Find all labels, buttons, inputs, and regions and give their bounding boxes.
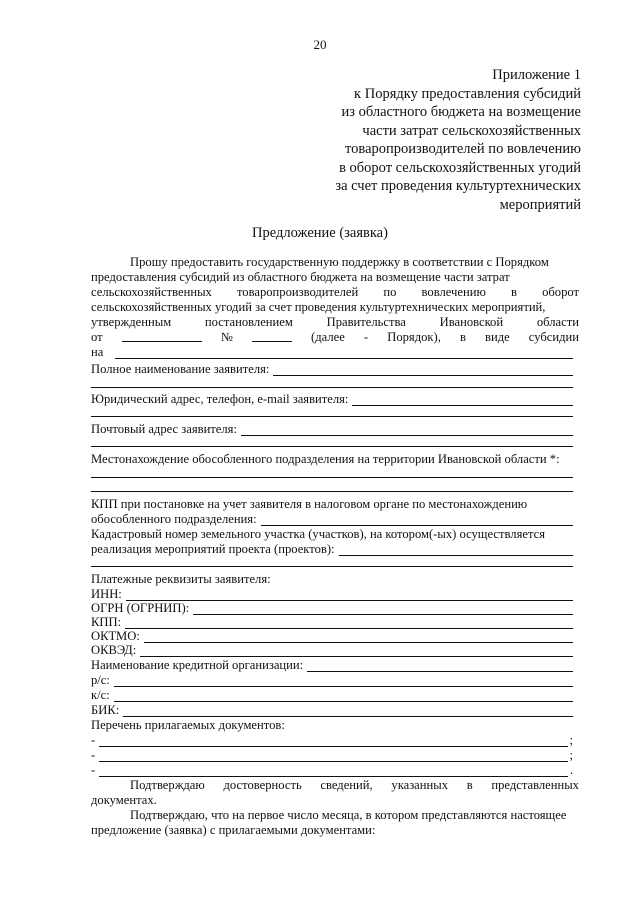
confirm1-line-1 <box>130 778 579 792</box>
kpp-subdivision-field[interactable] <box>261 514 573 526</box>
request-line-4: сельскохозяйственных угодий за счет проведения культуртехнических мероприятий, <box>91 300 546 314</box>
postal-address-row <box>91 422 573 436</box>
ks-label: к/с: <box>91 688 110 702</box>
on-label: на <box>91 345 104 359</box>
kpp-payment-label: КПП: <box>91 615 122 629</box>
word: субсидии <box>528 330 579 344</box>
confirm1-line-2: документах. <box>91 793 157 807</box>
number-label: № <box>220 330 233 344</box>
cadastral-label-line-1: Кадастровый номер земельного участка (участков), на котором(-ых) осуществляется <box>91 527 545 541</box>
full-name-label: Полное наименование заявителя: <box>91 362 270 376</box>
word: - <box>363 330 369 344</box>
bank-name-label: Наименование кредитной организации: <box>91 658 304 672</box>
postal-address-label: Почтовый адрес заявителя: <box>91 422 237 436</box>
okved-row <box>91 643 573 657</box>
page-number: 20 <box>313 37 327 52</box>
word: сведений, <box>320 778 373 792</box>
appendix-line: мероприятий <box>499 196 581 213</box>
appendix-line: товаропроизводителей по вовлечению <box>345 141 581 157</box>
cadastral-label-line-2: реализация мероприятий проекта (проектов): <box>91 542 335 556</box>
word: вовлечению <box>421 285 486 299</box>
rs-row <box>91 673 573 687</box>
cadastral-row <box>91 542 573 556</box>
legal-address-field[interactable] <box>352 394 573 406</box>
oktmo-field[interactable] <box>144 631 573 643</box>
word: постановлением <box>204 315 293 329</box>
document-field[interactable] <box>99 750 567 762</box>
location-label: Местонахождение обособленного подразделения на территории Ивановской области *: <box>91 452 560 466</box>
confirm2-line-2: предложение (заявка) с прилагаемыми документами: <box>91 823 376 837</box>
kpp-row <box>91 512 573 526</box>
bank-name-row <box>91 658 573 672</box>
ogrn-field[interactable] <box>193 603 573 615</box>
appendix-header <box>335 66 581 214</box>
word: товаропроизводителей <box>236 285 359 299</box>
word: в <box>510 285 517 299</box>
postal-address-field[interactable] <box>241 424 573 436</box>
from-label: от <box>91 330 103 344</box>
rs-field[interactable] <box>114 675 573 687</box>
legal-address-label: Юридический адрес, телефон, e-mail заявителя: <box>91 392 349 406</box>
semicolon: ; <box>569 733 573 747</box>
dash: - <box>91 763 96 777</box>
legal-address-field-line-2[interactable] <box>91 416 573 417</box>
okved-field[interactable] <box>140 645 573 657</box>
request-line-1: Прошу предоставить государственную поддержку в соответствии с Порядком <box>130 255 549 269</box>
full-name-row <box>91 362 573 376</box>
word: Правительства <box>326 315 406 329</box>
appendix-line: к Порядку предоставления субсидий <box>354 85 581 102</box>
word: области <box>536 315 579 329</box>
request-line-2: предоставления субсидий из областного бюджета на возмещение части затрат <box>91 270 510 284</box>
okved-label: ОКВЭД: <box>91 643 137 657</box>
document-item <box>91 763 573 777</box>
inn-label: ИНН: <box>91 587 122 601</box>
kpp-label-line-1: КПП при постановке на учет заявителя в налоговом органе по местонахождению <box>91 497 528 511</box>
appendix-line: в оборот сельскохозяйственных угодий <box>339 159 581 176</box>
appendix-line: за счет проведения культуртехнических <box>335 178 581 194</box>
word: по <box>383 285 397 299</box>
document-title: Предложение (заявка) <box>252 225 388 241</box>
kpp-payment-row <box>91 615 573 629</box>
word: Подтверждаю <box>130 778 205 792</box>
dash: - <box>91 748 96 762</box>
word: указанных <box>391 778 449 792</box>
period: . <box>569 763 573 777</box>
full-name-field[interactable] <box>273 364 573 376</box>
request-line-5 <box>91 315 579 329</box>
appendix-line: Приложение 1 <box>492 67 581 83</box>
legal-address-row <box>91 392 573 406</box>
bik-row <box>91 703 573 717</box>
bik-label: БИК: <box>91 703 120 717</box>
word: утвержденным <box>91 315 172 329</box>
document-field[interactable] <box>99 735 567 747</box>
word: виде <box>485 330 510 344</box>
ks-field[interactable] <box>114 690 573 702</box>
full-name-field-line-2[interactable] <box>91 387 573 388</box>
inn-row <box>91 587 573 601</box>
request-line-3 <box>91 285 579 299</box>
ks-row <box>91 688 573 702</box>
request-line-6 <box>91 330 579 345</box>
word: в <box>459 330 466 344</box>
payment-header: Платежные реквизиты заявителя: <box>91 572 271 586</box>
dash: - <box>91 733 96 747</box>
appendix-line: из областного бюджета на возмещение <box>341 104 581 120</box>
kpp-payment-field[interactable] <box>125 617 573 629</box>
word: Порядок), <box>387 330 441 344</box>
location-field-line-1[interactable] <box>91 477 573 478</box>
document-field[interactable] <box>99 765 568 777</box>
ogrn-label: ОГРН (ОГРНИП): <box>91 601 190 615</box>
semicolon: ; <box>569 748 573 762</box>
word: представленных <box>491 778 579 792</box>
word: в <box>466 778 473 792</box>
kpp-label-line-2: обособленного подразделения: <box>91 512 257 526</box>
date-field[interactable] <box>122 330 202 342</box>
word: Ивановской <box>439 315 504 329</box>
bik-field[interactable] <box>123 705 573 717</box>
appendix-line: части затрат сельскохозяйственных <box>362 122 581 139</box>
word: (далее <box>311 330 345 344</box>
inn-field[interactable] <box>126 589 573 601</box>
ogrn-row <box>91 601 573 615</box>
oktmo-row <box>91 629 573 643</box>
document-item <box>91 733 573 747</box>
word: сельскохозяйственных <box>91 285 212 299</box>
word: оборот <box>542 285 579 299</box>
confirm2-line-1: Подтверждаю, что на первое число месяца, в котором представляются настоящее <box>130 808 567 822</box>
cadastral-field[interactable] <box>339 544 573 556</box>
postal-address-field-line-2[interactable] <box>91 446 573 447</box>
rs-label: р/с: <box>91 673 110 687</box>
document-item <box>91 748 573 762</box>
number-field[interactable] <box>252 330 292 342</box>
cadastral-field-line-2[interactable] <box>91 566 573 567</box>
request-line-7 <box>91 345 573 359</box>
bank-name-field[interactable] <box>307 660 573 672</box>
documents-header: Перечень прилагаемых документов: <box>91 718 285 732</box>
subsidy-field[interactable] <box>115 347 573 359</box>
location-field-line-2[interactable] <box>91 491 573 492</box>
word: достоверность <box>223 778 302 792</box>
oktmo-label: ОКТМО: <box>91 629 140 643</box>
